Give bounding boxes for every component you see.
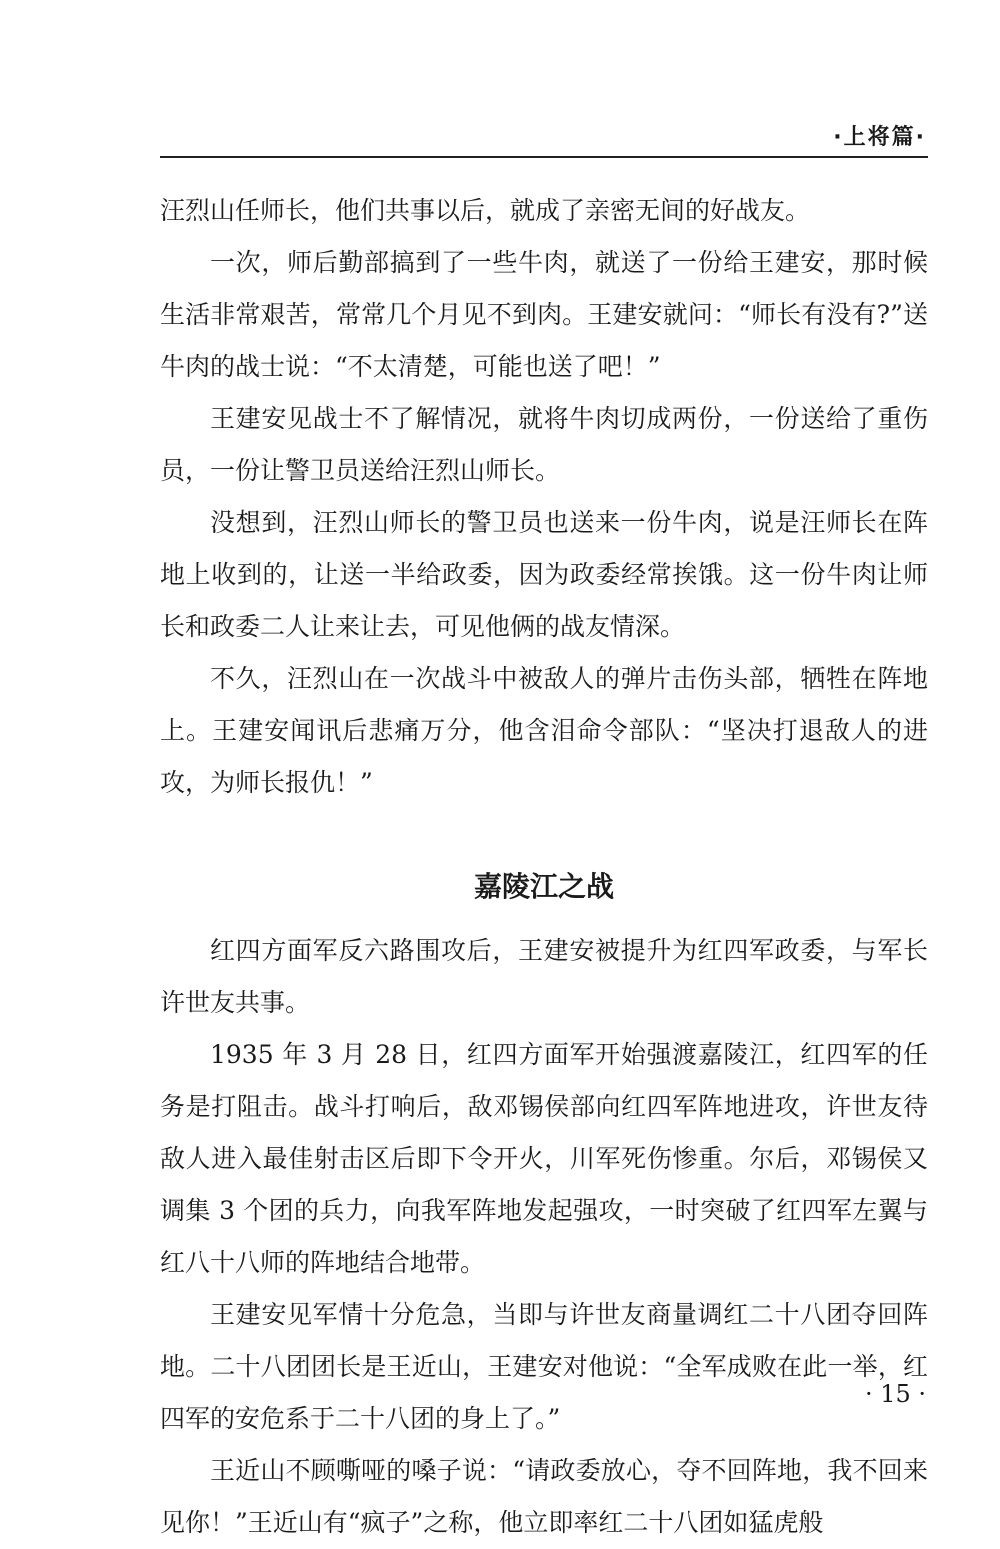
page-number: · 15 · [864, 1380, 926, 1408]
paragraph-2: 一次，师后勤部搞到了一些牛肉，就送了一份给王建安，那时候生活非常艰苦，常常几个月见不到肉。王建安就问：“师长有没有?”送牛肉的战士说：“不太清楚，可能也送了吧！” [160, 248, 928, 381]
paragraph-5: 不久，汪烈山在一次战斗中被敌人的弹片击伤头部，牺牲在阵地上。王建安闻讯后悲痛万分，他含泪命令部队：“坚决打退敌人的进攻，为师长报仇！” [160, 664, 928, 797]
paragraph-4: 没想到，汪烈山师长的警卫员也送来一份牛肉，说是汪师长在阵地上收到的，让送一半给政委，因为政委经常挨饿。这一份牛肉让师长和政委二人让来让去，可见他俩的战友情深。 [160, 508, 928, 641]
section-paragraph-1: 红四方面军反六路围攻后，王建安被提升为红四军政委，与军长许世友共事。 [160, 936, 928, 1017]
section-title: 嘉陵江之战 [473, 870, 614, 903]
paragraph-3: 王建安见战士不了解情况，就将牛肉切成两份，一份送给了重伤员，一份让警卫员送给汪烈山师长。 [160, 404, 928, 485]
section-paragraph-2: 1935 年 3 月 28 日，红四方面军开始强渡嘉陵江，红四军的任务是打阻击。战斗打响后，敌邓锡侯部向红四军阵地进攻，许世友待敌人进入最佳射击区后即下令开火，川军死伤惨重。尔后，邓锡侯又调集 3 个团的兵力，向我军阵地发起强攻，一时突破了红四军左翼与红八十八师的阵地结合地带。 [160, 1040, 928, 1277]
paragraph-1: 汪烈山任师长，他们共事以后，就成了亲密无间的好战友。 [160, 196, 811, 225]
header-title: ·上将篇· [833, 125, 926, 150]
section-paragraph-3: 王建安见军情十分危急，当即与许世友商量调红二十八团夺回阵地。二十八团团长是王近山，王建安对他说：“全军成败在此一举，红四军的安危系于二十八团的身上了。” [160, 1300, 928, 1433]
header-rule [160, 156, 928, 158]
body-text [160, 185, 928, 1549]
section-paragraph-4: 王近山不顾嘶哑的嗓子说：“请政委放心，夺不回阵地，我不回来见你！”王近山有“疯子”之称，他立即率红二十八团如猛虎般 [160, 1456, 928, 1537]
running-header [160, 118, 928, 158]
